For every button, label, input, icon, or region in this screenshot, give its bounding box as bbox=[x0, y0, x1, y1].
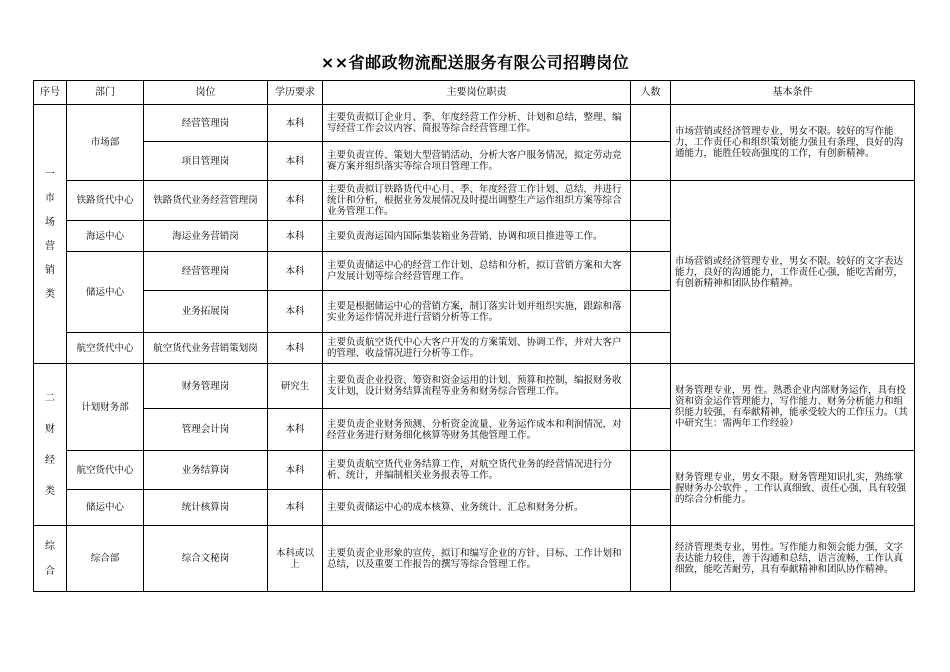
duty-cell: 主要负责航空货代中心大客户开发的方案策划、协调工作，并对大客户的管理、收益情况进行分析等工作。 bbox=[323, 333, 631, 364]
education-cell: 本科 bbox=[268, 409, 323, 451]
position-cell: 航空货代业务营销策划岗 bbox=[144, 333, 268, 364]
position-cell: 铁路货代业务经营管理岗 bbox=[144, 181, 268, 221]
count-cell bbox=[631, 221, 671, 252]
position-cell: 项目管理岗 bbox=[144, 142, 268, 181]
education-cell: 本科 bbox=[268, 142, 323, 181]
header-education: 学历要求 bbox=[268, 81, 323, 105]
duty-cell: 主要是根据储运中心的营销方案，制订落实计划并组织实施，跟踪和落实业务运作情况并进行营销分析等工作。 bbox=[323, 291, 631, 333]
education-cell: 本科 bbox=[268, 221, 323, 252]
education-cell: 本科 bbox=[268, 291, 323, 333]
dept-cell: 储运中心 bbox=[67, 252, 144, 333]
duty-cell: 主要负责宣传、策划大型营销活动，分析大客户服务情况，拟定劳动竞赛方案并组织落实等综合项目管理工作。 bbox=[323, 142, 631, 181]
condition-cell: 财务管理专业，男女不限。财务管理知识扎实，熟练掌握财务办公软件 ，工作认真细致、责任心强，具有较强的综合分析能力。 bbox=[671, 451, 915, 526]
education-cell: 本科或以上 bbox=[268, 526, 323, 592]
duty-cell: 主要负责拟订企业月、季、年度经营工作分析、计划和总结，整理、编写经营工作会议内容、简报等综合经营管理工作。 bbox=[323, 105, 631, 142]
count-cell bbox=[631, 526, 671, 592]
recruitment-table bbox=[33, 80, 915, 592]
condition-cell: 财务管理专业，男 性。熟悉企业内部财务运作，具有投资和资金运作管理能力，写作能力、财务分析能力和组织能力较强，有奉献精神，能承受较大的工作压力。（其中研究生：需两年工作经验） bbox=[671, 364, 915, 451]
count-cell bbox=[631, 364, 671, 409]
dept-cell: 储运中心 bbox=[67, 490, 144, 526]
duty-cell: 主要负责企业形象的宣传，拟订和编写企业的方针、目标、工作计划和总结，以及重要工作报告的撰写等综合管理工作。 bbox=[323, 526, 631, 592]
table-row bbox=[34, 181, 915, 221]
count-cell bbox=[631, 409, 671, 451]
header-seq: 序号 bbox=[34, 81, 67, 105]
education-cell: 本科 bbox=[268, 451, 323, 490]
condition-cell: 市场营销或经济管理专业，男女不限。较好的文字表达能力，良好的沟通能力，工作责任心强，能吃苦耐劳，有创新精神和团队协作精神。 bbox=[671, 181, 915, 364]
dept-cell: 铁路货代中心 bbox=[67, 181, 144, 221]
position-cell: 统计核算岗 bbox=[144, 490, 268, 526]
count-cell bbox=[631, 451, 671, 490]
count-cell bbox=[631, 291, 671, 333]
group-cell-finance: 二 财 经 类 bbox=[34, 364, 67, 526]
education-cell: 本科 bbox=[268, 105, 323, 142]
count-cell bbox=[631, 105, 671, 142]
table-row bbox=[34, 364, 915, 409]
position-cell: 业务拓展岗 bbox=[144, 291, 268, 333]
header-dept: 部门 bbox=[67, 81, 144, 105]
position-cell: 经营管理岗 bbox=[144, 105, 268, 142]
header-position: 岗位 bbox=[144, 81, 268, 105]
position-cell: 业务结算岗 bbox=[144, 451, 268, 490]
duty-cell: 主要负责企业财务预测、分析资金流量、业务运作成本和利润情况，对经营业务进行财务细化核算等财务其他管理工作。 bbox=[323, 409, 631, 451]
count-cell bbox=[631, 490, 671, 526]
education-cell: 研究生 bbox=[268, 364, 323, 409]
education-cell: 本科 bbox=[268, 333, 323, 364]
dept-cell: 市场部 bbox=[67, 105, 144, 181]
duty-cell: 主要负责航空货代业务结算工作，对航空货代业务的经营情况进行分析、统计，并编制相关业务报表等工作。 bbox=[323, 451, 631, 490]
page-title: ××省邮政物流配送服务有限公司招聘岗位 bbox=[320, 53, 630, 72]
duty-cell: 主要负责储运中心的成本核算、业务统计、汇总和财务分析。 bbox=[323, 490, 631, 526]
header-duties: 主要岗位职责 bbox=[323, 81, 631, 105]
table-row bbox=[34, 526, 915, 592]
table-row bbox=[34, 451, 915, 490]
table-row bbox=[34, 105, 915, 142]
duty-cell: 主要负责储运中心的经营工作计划、总结和分析，拟订营销方案和大客户发展计划等综合经营管理工作。 bbox=[323, 252, 631, 291]
duty-cell: 主要负责企业投资、筹资和资金运用的计划、预算和控制，编报财务收支计划，设计财务结算流程等业务和财务综合管理工作。 bbox=[323, 364, 631, 409]
header-count: 人数 bbox=[631, 81, 671, 105]
count-cell bbox=[631, 142, 671, 181]
position-cell: 财务管理岗 bbox=[144, 364, 268, 409]
header-row bbox=[34, 81, 915, 105]
duty-cell: 主要负责拟订铁路货代中心月、季、年度经营工作计划、总结，并进行统计和分析，根据业务发展情况及时提出调整生产运作组织方案等综合业务管理工作。 bbox=[323, 181, 631, 221]
condition-cell: 经济管理类专业，男性。写作能力和领会能力强，文字表达能力较佳，善于沟通和总结，语言流畅，工作认真细致，能吃苦耐劳，具有奉献精神和团队协作精神。 bbox=[671, 526, 915, 592]
dept-cell: 航空货代中心 bbox=[67, 333, 144, 364]
count-cell bbox=[631, 333, 671, 364]
group-cell-marketing: 一 市 场 营 销 类 bbox=[34, 105, 67, 364]
group-cell-general: 综 合 bbox=[34, 526, 67, 592]
position-cell: 经营管理岗 bbox=[144, 252, 268, 291]
education-cell: 本科 bbox=[268, 252, 323, 291]
dept-cell: 综合部 bbox=[67, 526, 144, 592]
duty-cell: 主要负责海运国内国际集装箱业务营销、协调和项目推进等工作。 bbox=[323, 221, 631, 252]
dept-cell: 计划财务部 bbox=[67, 364, 144, 451]
education-cell: 本科 bbox=[268, 490, 323, 526]
dept-cell: 海运中心 bbox=[67, 221, 144, 252]
position-cell: 海运业务营销岗 bbox=[144, 221, 268, 252]
count-cell bbox=[631, 181, 671, 221]
education-cell: 本科 bbox=[268, 181, 323, 221]
condition-cell: 市场营销或经济管理专业，男女不限。较好的写作能力，工作责任心和组织策划能力强且有条理，良好的沟通能力，能胜任较高强度的工作，有创新精神。 bbox=[671, 105, 915, 181]
count-cell bbox=[631, 252, 671, 291]
dept-cell: 航空货代中心 bbox=[67, 451, 144, 490]
position-cell: 综合文秘岗 bbox=[144, 526, 268, 592]
position-cell: 管理会计岗 bbox=[144, 409, 268, 451]
header-conditions: 基本条件 bbox=[671, 81, 915, 105]
